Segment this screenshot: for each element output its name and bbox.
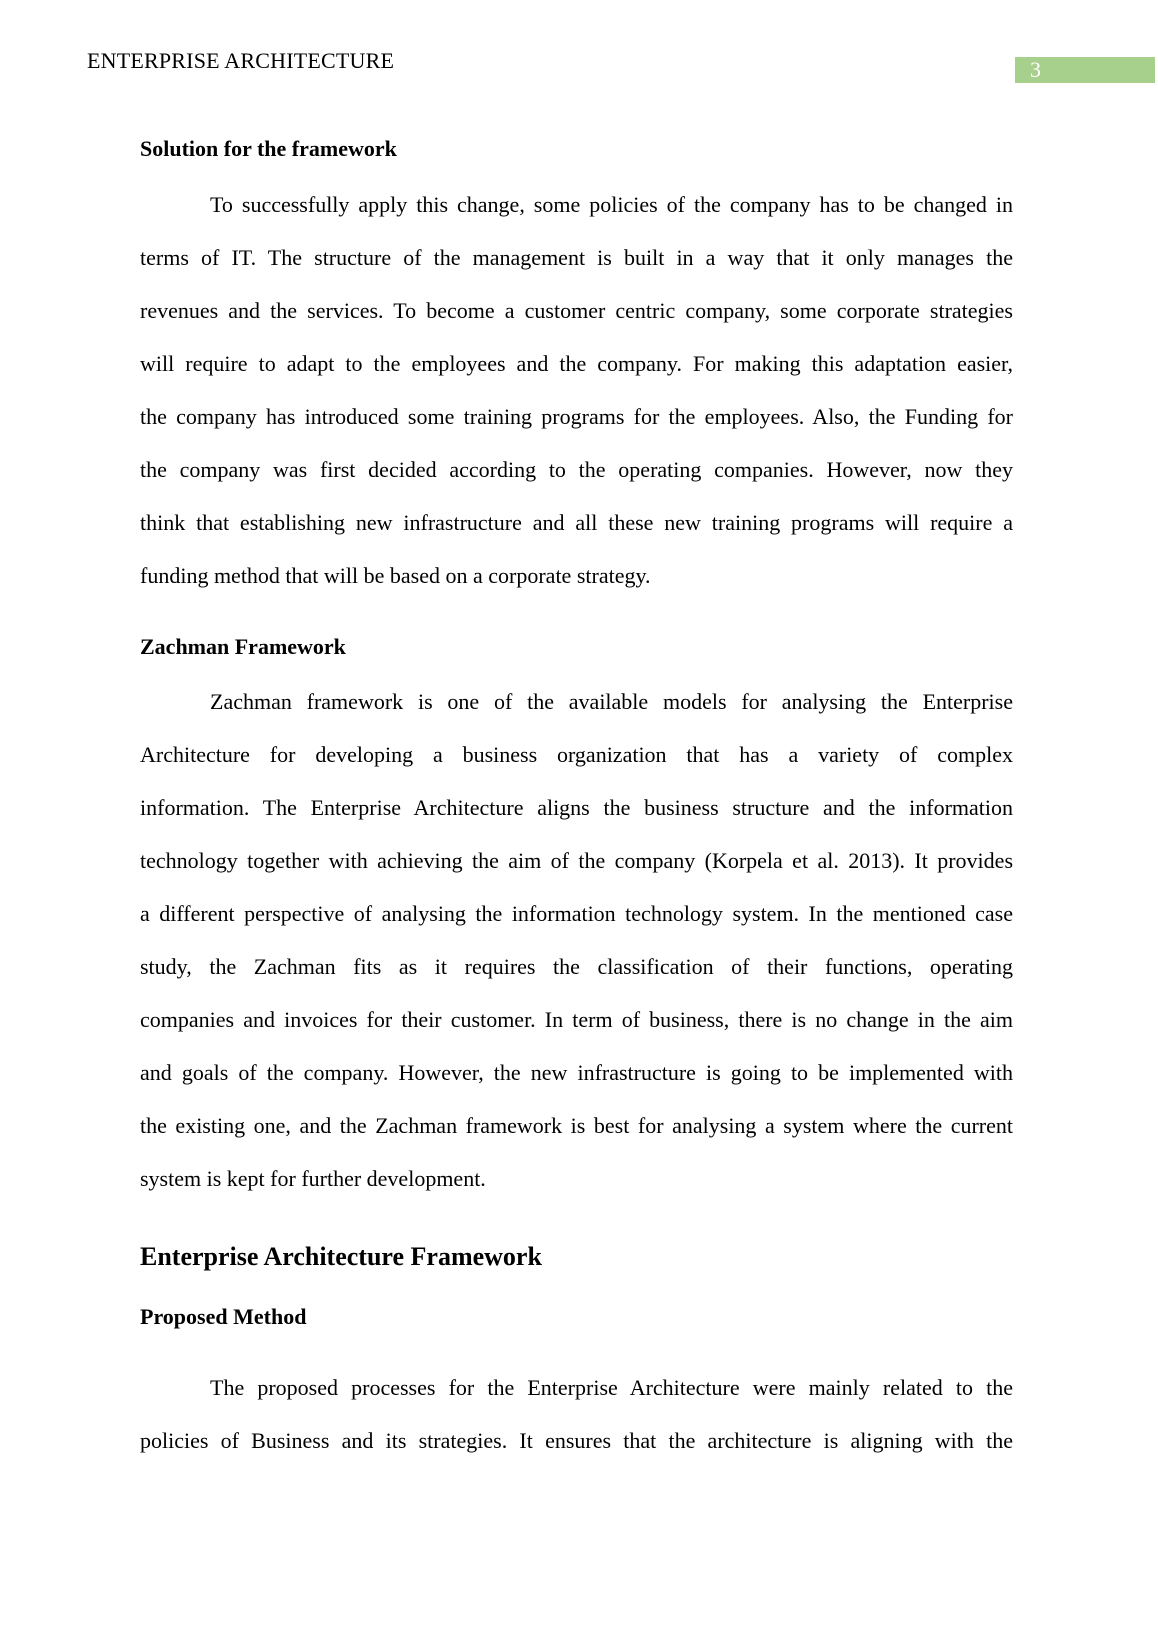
page-number: 3 bbox=[1030, 57, 1041, 82]
paragraph-line: information. The Enterprise Architecture aligns the business structure and the information bbox=[140, 795, 1013, 820]
paragraph-line: technology together with achieving the aim of the company (Korpela et al. 2013). It provides bbox=[140, 848, 1013, 873]
paragraph-line: Architecture for developing a business organization that has a variety of complex bbox=[140, 742, 1013, 767]
paragraph-line: the existing one, and the Zachman framework is best for analysing a system where the current bbox=[140, 1113, 1013, 1138]
paragraph-line: a different perspective of analysing the information technology system. In the mentioned case bbox=[140, 901, 1013, 926]
paragraph-line: will require to adapt to the employees and the company. For making this adaptation easier, bbox=[140, 351, 1013, 376]
paragraph-line: revenues and the services. To become a customer centric company, some corporate strategies bbox=[140, 298, 1013, 323]
running-head: ENTERPRISE ARCHITECTURE bbox=[87, 48, 395, 73]
paragraph-line: system is kept for further development. bbox=[140, 1166, 486, 1191]
paragraph-line: Zachman framework is one of the available models for analysing the Enterprise bbox=[210, 689, 1013, 714]
heading-enterprise-architecture-framework: Enterprise Architecture Framework bbox=[140, 1242, 542, 1271]
paragraph-line: policies of Business and its strategies. It ensures that the architecture is aligning with the bbox=[140, 1428, 1013, 1453]
paragraph-line: the company was first decided according to the operating companies. However, now they bbox=[140, 457, 1013, 482]
paragraph-line: To successfully apply this change, some policies of the company has to be changed in bbox=[210, 192, 1013, 217]
paragraph-line: and goals of the company. However, the new infrastructure is going to be implemented with bbox=[140, 1060, 1013, 1085]
paragraph-line: companies and invoices for their customer. In term of business, there is no change in the aim bbox=[140, 1007, 1013, 1032]
paragraph-line: The proposed processes for the Enterprise Architecture were mainly related to the bbox=[210, 1375, 1013, 1400]
page-number-badge bbox=[1015, 57, 1155, 83]
paragraph-line: terms of IT. The structure of the management is built in a way that it only manages the bbox=[140, 245, 1013, 270]
paragraph-line: the company has introduced some training programs for the employees. Also, the Funding for bbox=[140, 404, 1013, 429]
paragraph-line: think that establishing new infrastructure and all these new training programs will require a bbox=[140, 510, 1013, 535]
heading-proposed-method: Proposed Method bbox=[140, 1304, 307, 1329]
heading-zachman-framework: Zachman Framework bbox=[140, 634, 346, 659]
paragraph-line: funding method that will be based on a corporate strategy. bbox=[140, 563, 651, 588]
paragraph-line: study, the Zachman fits as it requires the classification of their functions, operating bbox=[140, 954, 1013, 979]
heading-solution-for-framework: Solution for the framework bbox=[140, 136, 397, 161]
